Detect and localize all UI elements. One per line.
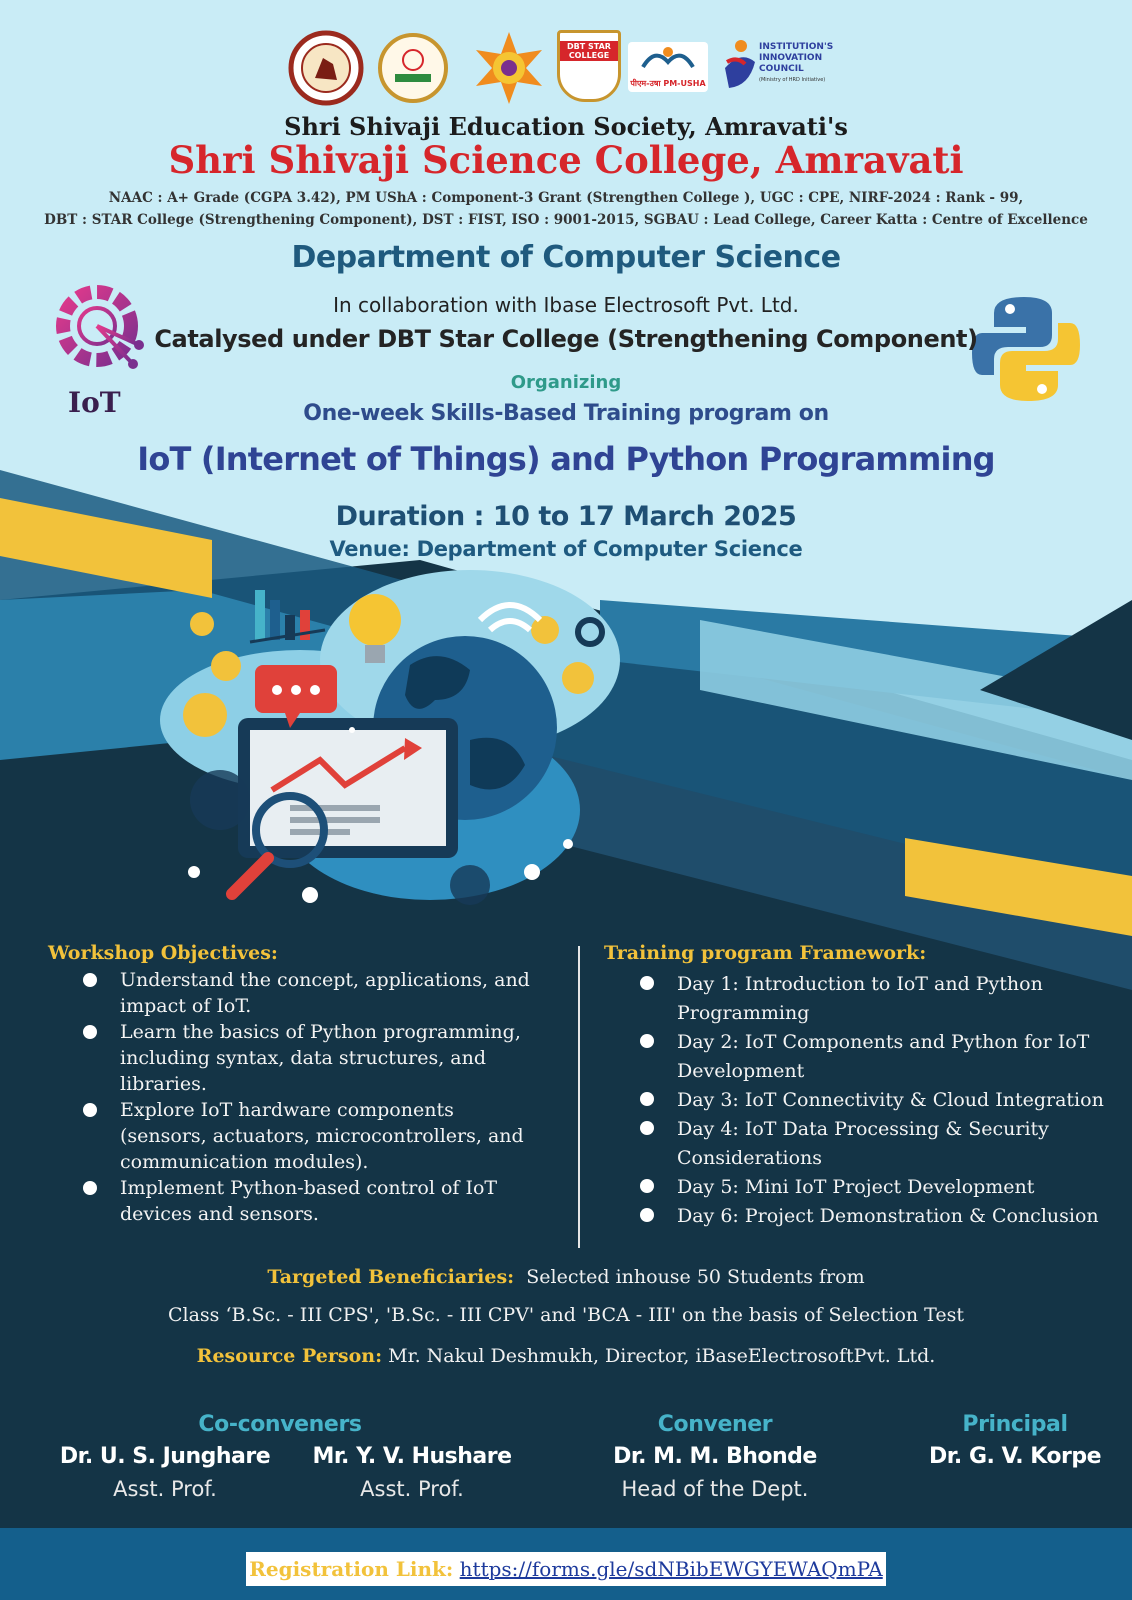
resource-label: Resource Person <box>196 1345 376 1367</box>
resource-person: Resource Person: Mr. Nakul Deshmukh, Director, iBaseElectrosoftPvt. Ltd. <box>196 1345 936 1367</box>
list-item: Day 5: Mini IoT Project Development <box>640 1173 1110 1202</box>
program-type: One-week Skills-Based Training program on <box>303 401 829 426</box>
convener-title: Convener <box>657 1412 773 1437</box>
department-title: Department of Computer Science <box>291 240 841 275</box>
list-item: Day 1: Introduction to IoT and Python Programming <box>640 970 1110 1028</box>
coconvener-2-name: Mr. Y. V. Hushare <box>312 1444 512 1469</box>
duration <box>0 501 1132 532</box>
objectives-title: Workshop Objectives: <box>48 942 278 964</box>
iot-label: IoT <box>68 386 121 419</box>
principal-name: Dr. G. V. Korpe <box>928 1444 1102 1469</box>
beneficiaries-value: Selected inhouse 50 Students from <box>526 1266 865 1288</box>
list-item: Learn the basics of Python programming, including syntax, data structures, and libraries. <box>83 1019 543 1097</box>
iic-icon <box>717 38 757 94</box>
accreditation-line-1: NAAC : A+ Grade (CGPA 3.42), PM UShA : Component-3 Grant (Strengthen College ), UGC : CPE, NIRF-2024 : Rank - 99, <box>108 190 1024 206</box>
list-item: Day 3: IoT Connectivity & Cloud Integration <box>640 1086 1110 1115</box>
pm-usha-text: पीएम-उषा PM-USHA <box>630 79 706 88</box>
hands-icon <box>628 42 708 74</box>
iic-text: INSTITUTION'S INNOVATION COUNCIL (Ministry of HRD Initiative) <box>759 42 834 83</box>
program-title: IoT (Internet of Things) and Python Programming <box>137 440 995 478</box>
framework-list <box>640 970 1110 1231</box>
list-item: Day 4: IoT Data Processing & Security Considerations <box>640 1115 1110 1173</box>
venue: Venue: Department of Computer Science <box>329 537 803 561</box>
dbt-star-college-logo <box>557 30 621 102</box>
duration-value: 10 to 17 March 2025 <box>492 501 797 532</box>
catalysed-text: Catalysed under DBT Star College (Strengthening Component) <box>154 325 978 353</box>
logo-row <box>285 30 855 105</box>
registration-link[interactable]: https://forms.gle/sdNBibEWGYEWAQmPA <box>459 1557 883 1581</box>
beneficiaries-line-1: Targeted Beneficiaries: Selected inhouse 50 Students from <box>267 1266 865 1288</box>
iic-logo <box>717 38 857 98</box>
column-divider <box>578 946 580 1248</box>
list-item: Day 2: IoT Components and Python for IoT Development <box>640 1028 1110 1086</box>
coconvener-2-designation: Asst. Prof. <box>360 1477 464 1501</box>
principal-title: Principal <box>962 1412 1068 1437</box>
convener-name: Dr. M. M. Bhonde <box>613 1444 817 1469</box>
registration-box <box>246 1552 886 1586</box>
convener-designation: Head of the Dept. <box>621 1477 809 1501</box>
dbt-star-text: DBT STAR COLLEGE <box>560 41 618 61</box>
coconvener-1-name: Dr. U. S. Junghare <box>59 1444 271 1469</box>
list-item: Understand the concept, applications, and impact of IoT. <box>83 967 543 1019</box>
list-item: Explore IoT hardware components (sensors, actuators, microcontrollers, and communication modules). <box>83 1097 543 1175</box>
coconveners-title: Co-conveners <box>198 1412 362 1437</box>
framework-title: Training program Framework: <box>604 942 927 964</box>
duration-label: Duration : <box>335 501 484 532</box>
college-name: Shri Shivaji Science College, Amravati <box>168 138 964 182</box>
society-name: Shri Shivaji Education Society, Amravati's <box>284 112 848 141</box>
coconvener-1-designation: Asst. Prof. <box>113 1477 217 1501</box>
beneficiaries-label: Targeted Beneficiaries <box>267 1266 508 1288</box>
pm-usha-logo <box>628 42 708 92</box>
list-item: Implement Python-based control of IoT devices and sensors. <box>83 1175 543 1227</box>
accreditation-line-2: DBT : STAR College (Strengthening Component), DST : FIST, ISO : 9001-2015, SGBAU : Lead College, Career Katta : Centre of Excellence <box>44 212 1088 228</box>
mandala-logo <box>470 30 548 106</box>
objectives-list <box>83 967 543 1227</box>
college-emblem-logo <box>287 30 365 106</box>
organizing-text: Organizing <box>510 372 622 393</box>
resource-value: Mr. Nakul Deshmukh, Director, iBaseElectrosoftPvt. Ltd. <box>388 1345 936 1367</box>
list-item: Day 6: Project Demonstration & Conclusion <box>640 1202 1110 1231</box>
science-college-logo <box>377 30 449 106</box>
beneficiaries-line-2: Class ‘B.Sc. - III CPS', 'B.Sc. - III CPV' and 'BCA - III' on the basis of Selection Test <box>167 1304 964 1326</box>
collaboration-text: In collaboration with Ibase Electrosoft Pvt. Ltd. <box>333 293 799 317</box>
registration-label: Registration Link: <box>249 1557 454 1581</box>
